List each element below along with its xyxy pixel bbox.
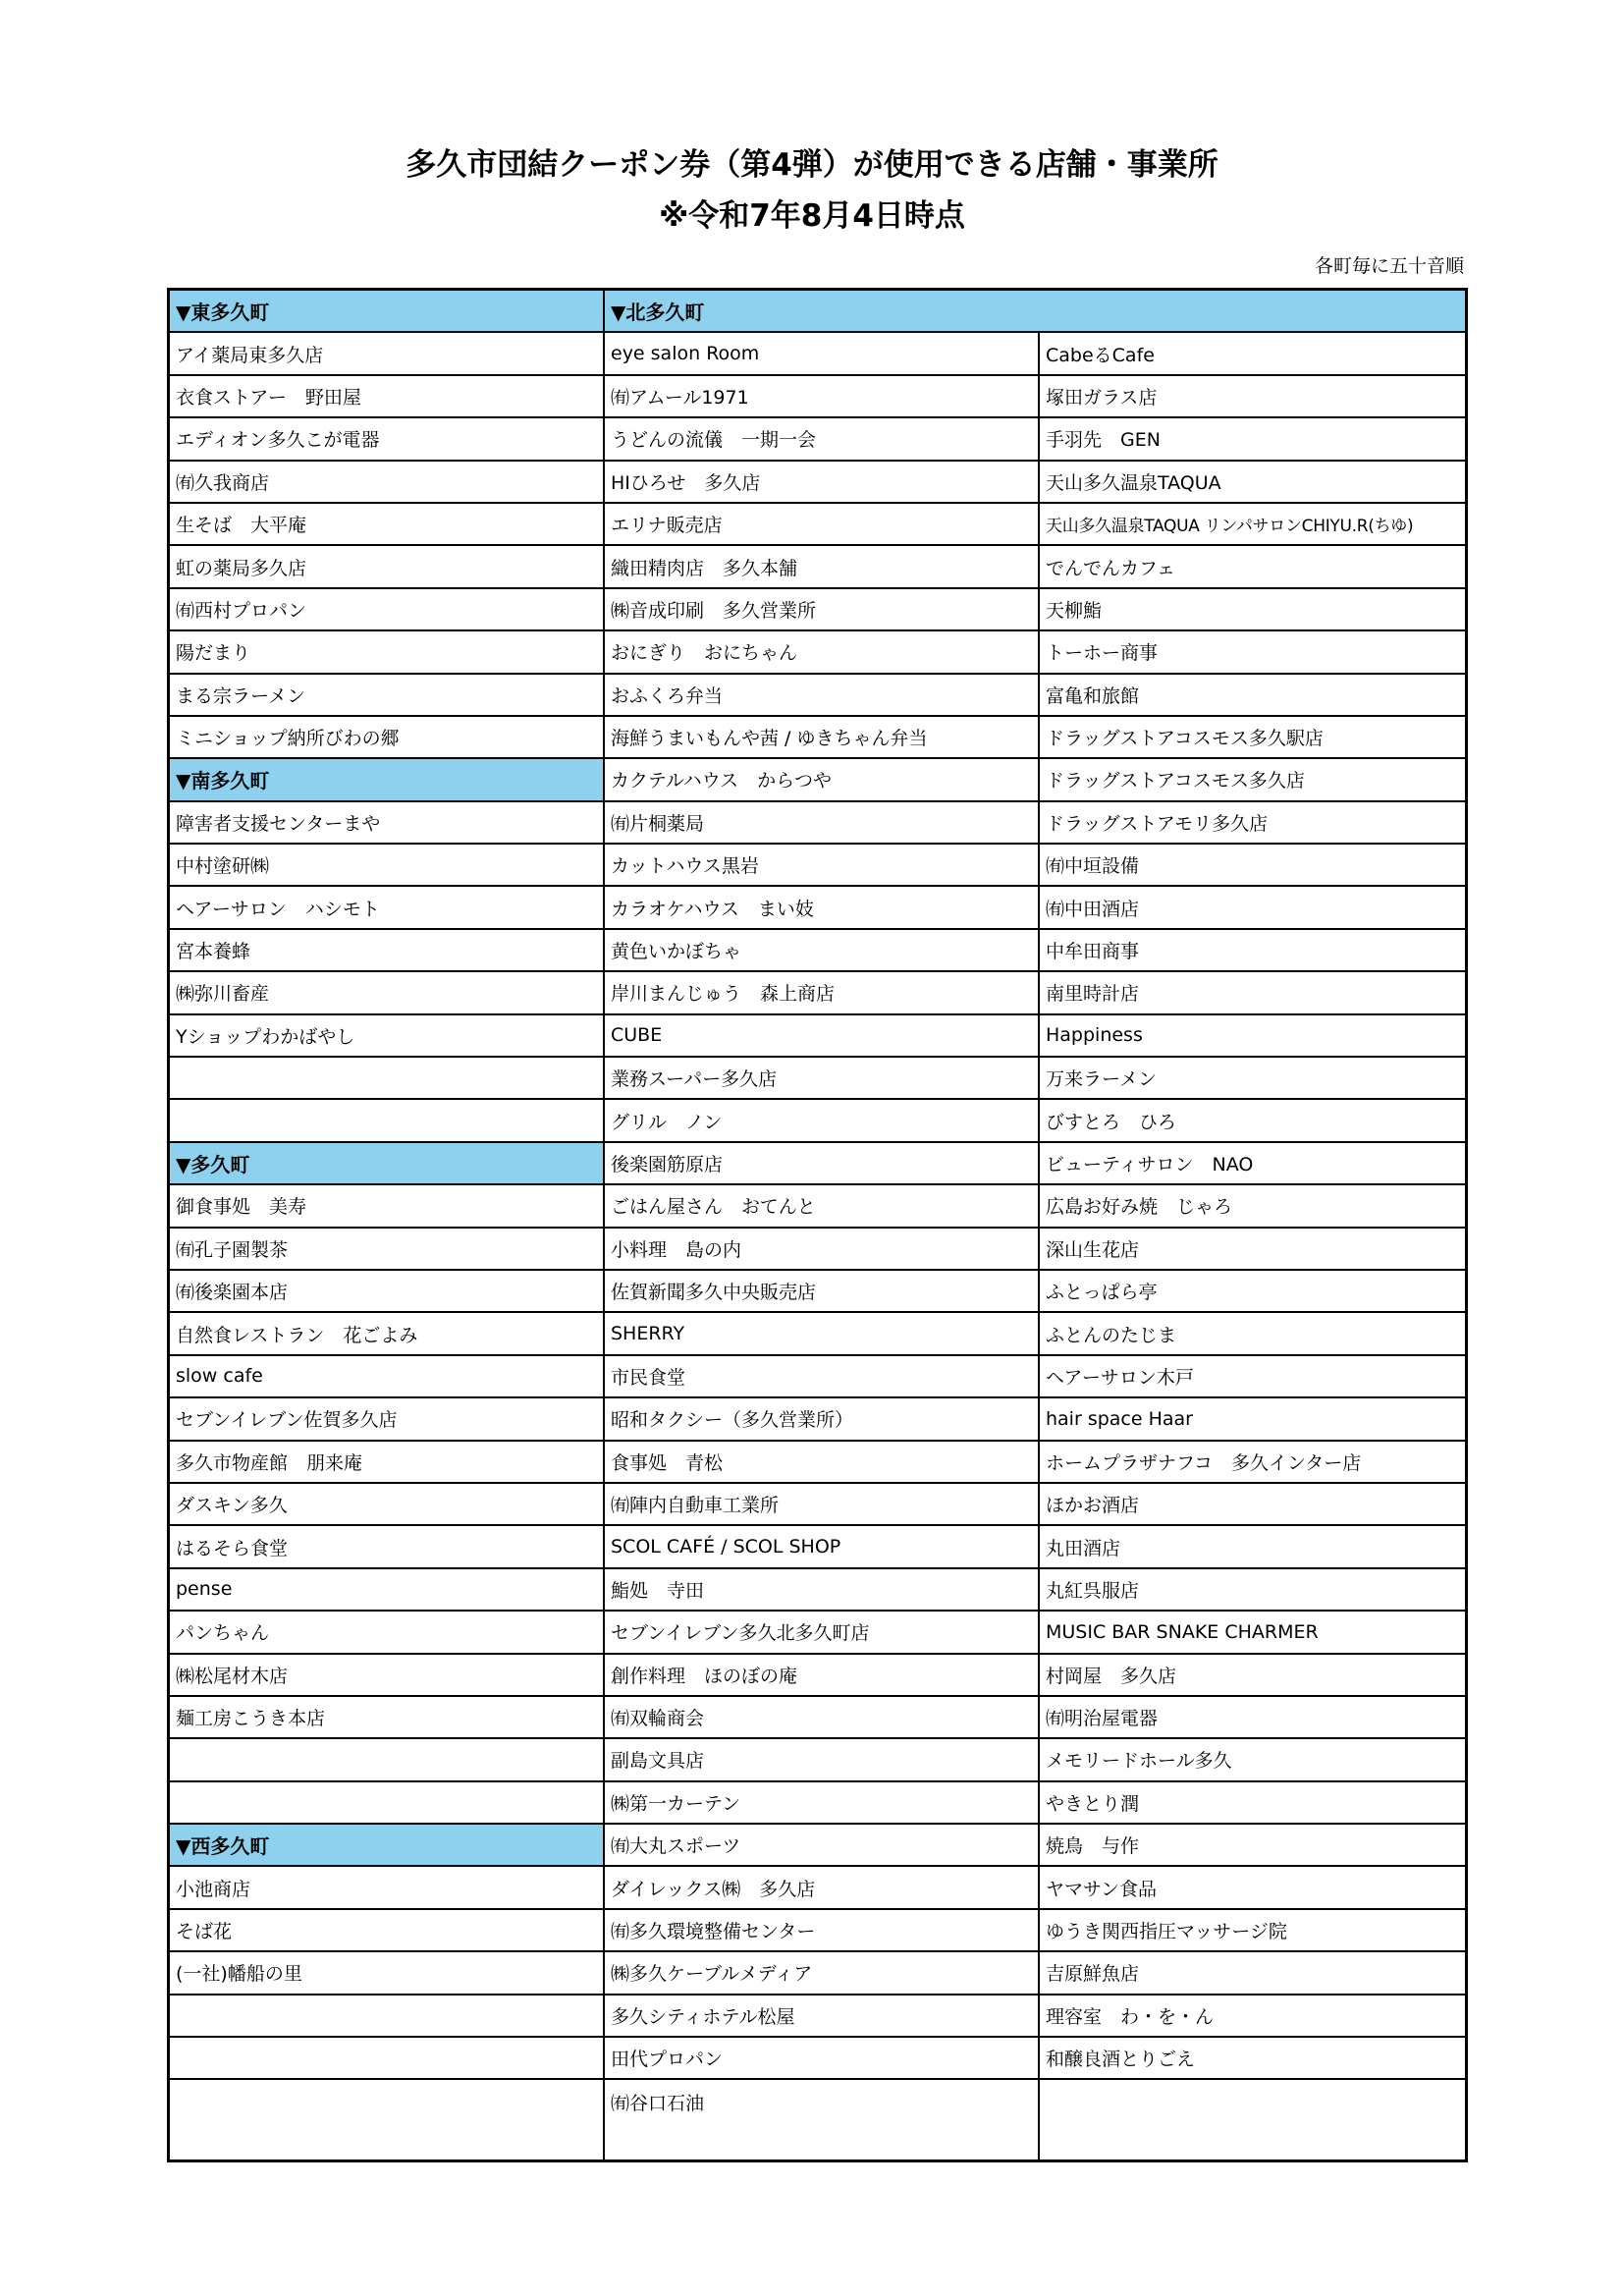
store-cell: ビューティサロン NAO	[1040, 1143, 1465, 1185]
store-cell	[170, 1058, 603, 1100]
store-cell: 塚田ガラス店	[1040, 376, 1465, 418]
store-cell: ドラッグストアモリ多久店	[1040, 802, 1465, 845]
store-cell: MUSIC BAR SNAKE CHARMER	[1040, 1612, 1465, 1654]
store-cell: 万来ラーメン	[1040, 1058, 1465, 1100]
store-cell: 小池商店	[170, 1867, 603, 1909]
store-cell: カクテルハウス からつや	[605, 759, 1038, 801]
store-cell: 広島お好み焼 じゃろ	[1040, 1185, 1465, 1228]
store-cell: ㈲後楽園本店	[170, 1271, 603, 1313]
store-cell: 業務スーパー多久店	[605, 1058, 1038, 1100]
store-cell: 和醸良酒とりごえ	[1040, 2038, 1465, 2080]
store-cell: セブンイレブン多久北多久町店	[605, 1612, 1038, 1654]
store-cell: 障害者支援センターまや	[170, 802, 603, 845]
store-cell: 市民食堂	[605, 1356, 1038, 1398]
store-cell: 天山多久温泉TAQUA	[1040, 462, 1465, 504]
store-cell: おふくろ弁当	[605, 675, 1038, 717]
store-cell: 宮本養蜂	[170, 930, 603, 972]
store-cell: そば花	[170, 1910, 603, 1952]
store-cell: 陽だまり	[170, 631, 603, 674]
store-cell: 丸田酒店	[1040, 1526, 1465, 1568]
store-cell: ㈲大丸スポーツ	[605, 1825, 1038, 1867]
store-cell: やきとり潤	[1040, 1782, 1465, 1825]
table-column	[170, 291, 605, 2159]
store-cell: ふとっぱら亭	[1040, 1271, 1465, 1313]
store-cell: ヘアーサロン木戸	[1040, 1356, 1465, 1398]
store-cell: ㈲双輪商会	[605, 1697, 1038, 1739]
store-cell: トーホー商事	[1040, 631, 1465, 674]
store-cell: Yショップわかばやし	[170, 1015, 603, 1058]
store-cell: ごはん屋さん おてんと	[605, 1185, 1038, 1228]
store-cell: ㈲中垣設備	[1040, 845, 1465, 887]
as-of-date: ※令和7年8月4日時点	[659, 198, 965, 234]
store-cell: 麺工房こうき本店	[170, 1697, 603, 1739]
store-cell: 中村塗研㈱	[170, 845, 603, 887]
store-cell: 虹の薬局多久店	[170, 546, 603, 588]
store-cell: 天柳鮨	[1040, 589, 1465, 631]
store-cell: ふとんのたじま	[1040, 1313, 1465, 1355]
store-cell: SHERRY	[605, 1313, 1038, 1355]
district-header: ▼東多久町	[170, 291, 603, 333]
store-cell: 焼鳥 与作	[1040, 1825, 1465, 1867]
store-cell: 中牟田商事	[1040, 930, 1465, 972]
table-column	[1040, 291, 1465, 2159]
store-cell: CabeるCafe	[1040, 333, 1465, 375]
store-cell: ㈲片桐薬局	[605, 802, 1038, 845]
store-cell	[170, 2080, 603, 2122]
district-header: ▼南多久町	[170, 759, 603, 801]
store-cell: グリル ノン	[605, 1100, 1038, 1142]
store-cell: ㈲多久環境整備センター	[605, 1910, 1038, 1952]
table-column	[605, 291, 1040, 2159]
store-cell: ㈱弥川畜産	[170, 972, 603, 1014]
store-cell: ㈱松尾材木店	[170, 1655, 603, 1697]
store-cell: 村岡屋 多久店	[1040, 1655, 1465, 1697]
store-cell: ゆうき関西指圧マッサージ院	[1040, 1910, 1465, 1952]
store-cell: ㈲中田酒店	[1040, 887, 1465, 929]
page-title: 多久市団結クーポン券（第4弾）が使用できる店舗・事業所	[406, 147, 1218, 183]
store-cell: ヤマサン食品	[1040, 1867, 1465, 1909]
store-cell: HIひろせ 多久店	[605, 462, 1038, 504]
district-header: ▼多久町	[170, 1143, 603, 1185]
store-cell: カラオケハウス まい妓	[605, 887, 1038, 929]
store-cell: 小料理 島の内	[605, 1229, 1038, 1271]
store-cell: 黄色いかぼちゃ	[605, 930, 1038, 972]
store-cell: ㈲陣内自動車工業所	[605, 1484, 1038, 1526]
store-cell: 後楽園筋原店	[605, 1143, 1038, 1185]
store-cell: 多久シティホテル松屋	[605, 1995, 1038, 2038]
store-cell: eye salon Room	[605, 333, 1038, 375]
store-cell: エリナ販売店	[605, 504, 1038, 546]
store-cell: 深山生花店	[1040, 1229, 1465, 1271]
store-cell: 海鮮うまいもんや茜 / ゆきちゃん弁当	[605, 717, 1038, 759]
store-cell: 多久市物産館 朋来庵	[170, 1442, 603, 1484]
store-cell: ヘアーサロン ハシモト	[170, 887, 603, 929]
district-header: ▼北多久町	[605, 291, 1038, 333]
store-cell: 岸川まんじゅう 森上商店	[605, 972, 1038, 1014]
store-cell: 織田精肉店 多久本舗	[605, 546, 1038, 588]
store-cell: ㈲孔子園製茶	[170, 1229, 603, 1271]
store-cell: 自然食レストラン 花ごよみ	[170, 1313, 603, 1355]
store-cell	[1040, 2080, 1465, 2122]
store-cell: アイ薬局東多久店	[170, 333, 603, 375]
store-cell: 創作料理 ほのぼの庵	[605, 1655, 1038, 1697]
store-cell: ミニショップ納所びわの郷	[170, 717, 603, 759]
store-cell: ㈲谷口石油	[611, 2092, 705, 2114]
store-cell: pense	[170, 1569, 603, 1612]
store-cell: ㈲アムール1971	[605, 376, 1038, 418]
store-cell: ㈱多久ケーブルメディア	[605, 1952, 1038, 1995]
store-cell: CUBE	[605, 1015, 1038, 1058]
district-header: ▼西多久町	[170, 1825, 603, 1867]
store-cell: 手羽先 GEN	[1040, 418, 1465, 461]
store-cell: SCOL CAFÉ / SCOL SHOP	[605, 1526, 1038, 1568]
store-cell: 南里時計店	[1040, 972, 1465, 1014]
store-cell: 御食事処 美寿	[170, 1185, 603, 1228]
store-cell: ㈲西村プロパン	[170, 589, 603, 631]
store-cell: パンちゃん	[170, 1612, 603, 1654]
store-cell: メモリードホール多久	[1040, 1739, 1465, 1781]
store-cell: Happiness	[1040, 1015, 1465, 1058]
store-cell: ホームプラザナフコ 多久インター店	[1040, 1442, 1465, 1484]
store-cell: ダイレックス㈱ 多久店	[605, 1867, 1038, 1909]
store-cell: びすとろ ひろ	[1040, 1100, 1465, 1142]
store-cell: ダスキン多久	[170, 1484, 603, 1526]
store-cell: slow cafe	[170, 1356, 603, 1398]
store-cell: ほかお酒店	[1040, 1484, 1465, 1526]
store-cell: ドラッグストアコスモス多久駅店	[1040, 717, 1465, 759]
store-cell: 丸紅呉服店	[1040, 1569, 1465, 1612]
store-cell: (一社)幡船の里	[170, 1952, 603, 1995]
store-cell: hair space Haar	[1040, 1398, 1465, 1441]
store-cell: まる宗ラーメン	[170, 675, 603, 717]
store-cell: ㈱第一カーテン	[605, 1782, 1038, 1825]
store-cell	[170, 1782, 603, 1825]
store-cell: 佐賀新聞多久中央販売店	[605, 1271, 1038, 1313]
store-cell: 理容室 わ・を・ん	[1040, 1995, 1465, 2038]
store-cell: 昭和タクシー（多久営業所）	[605, 1398, 1038, 1441]
store-cell: 食事処 青松	[605, 1442, 1038, 1484]
sort-order-note: 各町毎に五十音順	[1314, 255, 1464, 277]
store-cell: はるそら食堂	[170, 1526, 603, 1568]
store-cell: 衣食ストアー 野田屋	[170, 376, 603, 418]
store-cell: エディオン多久こが電器	[170, 418, 603, 461]
store-cell	[170, 1739, 603, 1781]
store-cell: うどんの流儀 一期一会	[605, 418, 1038, 461]
store-cell: ドラッグストアコスモス多久店	[1040, 759, 1465, 801]
store-cell: 副島文具店	[605, 1739, 1038, 1781]
store-cell: ㈱音成印刷 多久営業所	[605, 589, 1038, 631]
store-cell: 鮨処 寺田	[605, 1569, 1038, 1612]
store-cell: でんでんカフェ	[1040, 546, 1465, 588]
store-cell	[170, 2038, 603, 2080]
store-cell: おにぎり おにちゃん	[605, 631, 1038, 674]
store-cell	[170, 1995, 603, 2038]
store-cell: ㈲明治屋電器	[1040, 1697, 1465, 1739]
store-cell: 田代プロパン	[605, 2038, 1038, 2080]
store-cell	[170, 1100, 603, 1142]
store-cell: 天山多久温泉TAQUA リンパサロンCHIYU.R(ちゆ)	[1040, 504, 1465, 546]
store-cell: セブンイレブン佐賀多久店	[170, 1398, 603, 1441]
store-list-table	[167, 288, 1468, 2162]
district-header	[1038, 291, 1465, 333]
store-cell: 富亀和旅館	[1040, 675, 1465, 717]
store-cell: カットハウス黒岩	[605, 845, 1038, 887]
store-cell: 生そば 大平庵	[170, 504, 603, 546]
store-cell: 吉原鮮魚店	[1040, 1952, 1465, 1995]
store-cell: ㈲久我商店	[170, 462, 603, 504]
